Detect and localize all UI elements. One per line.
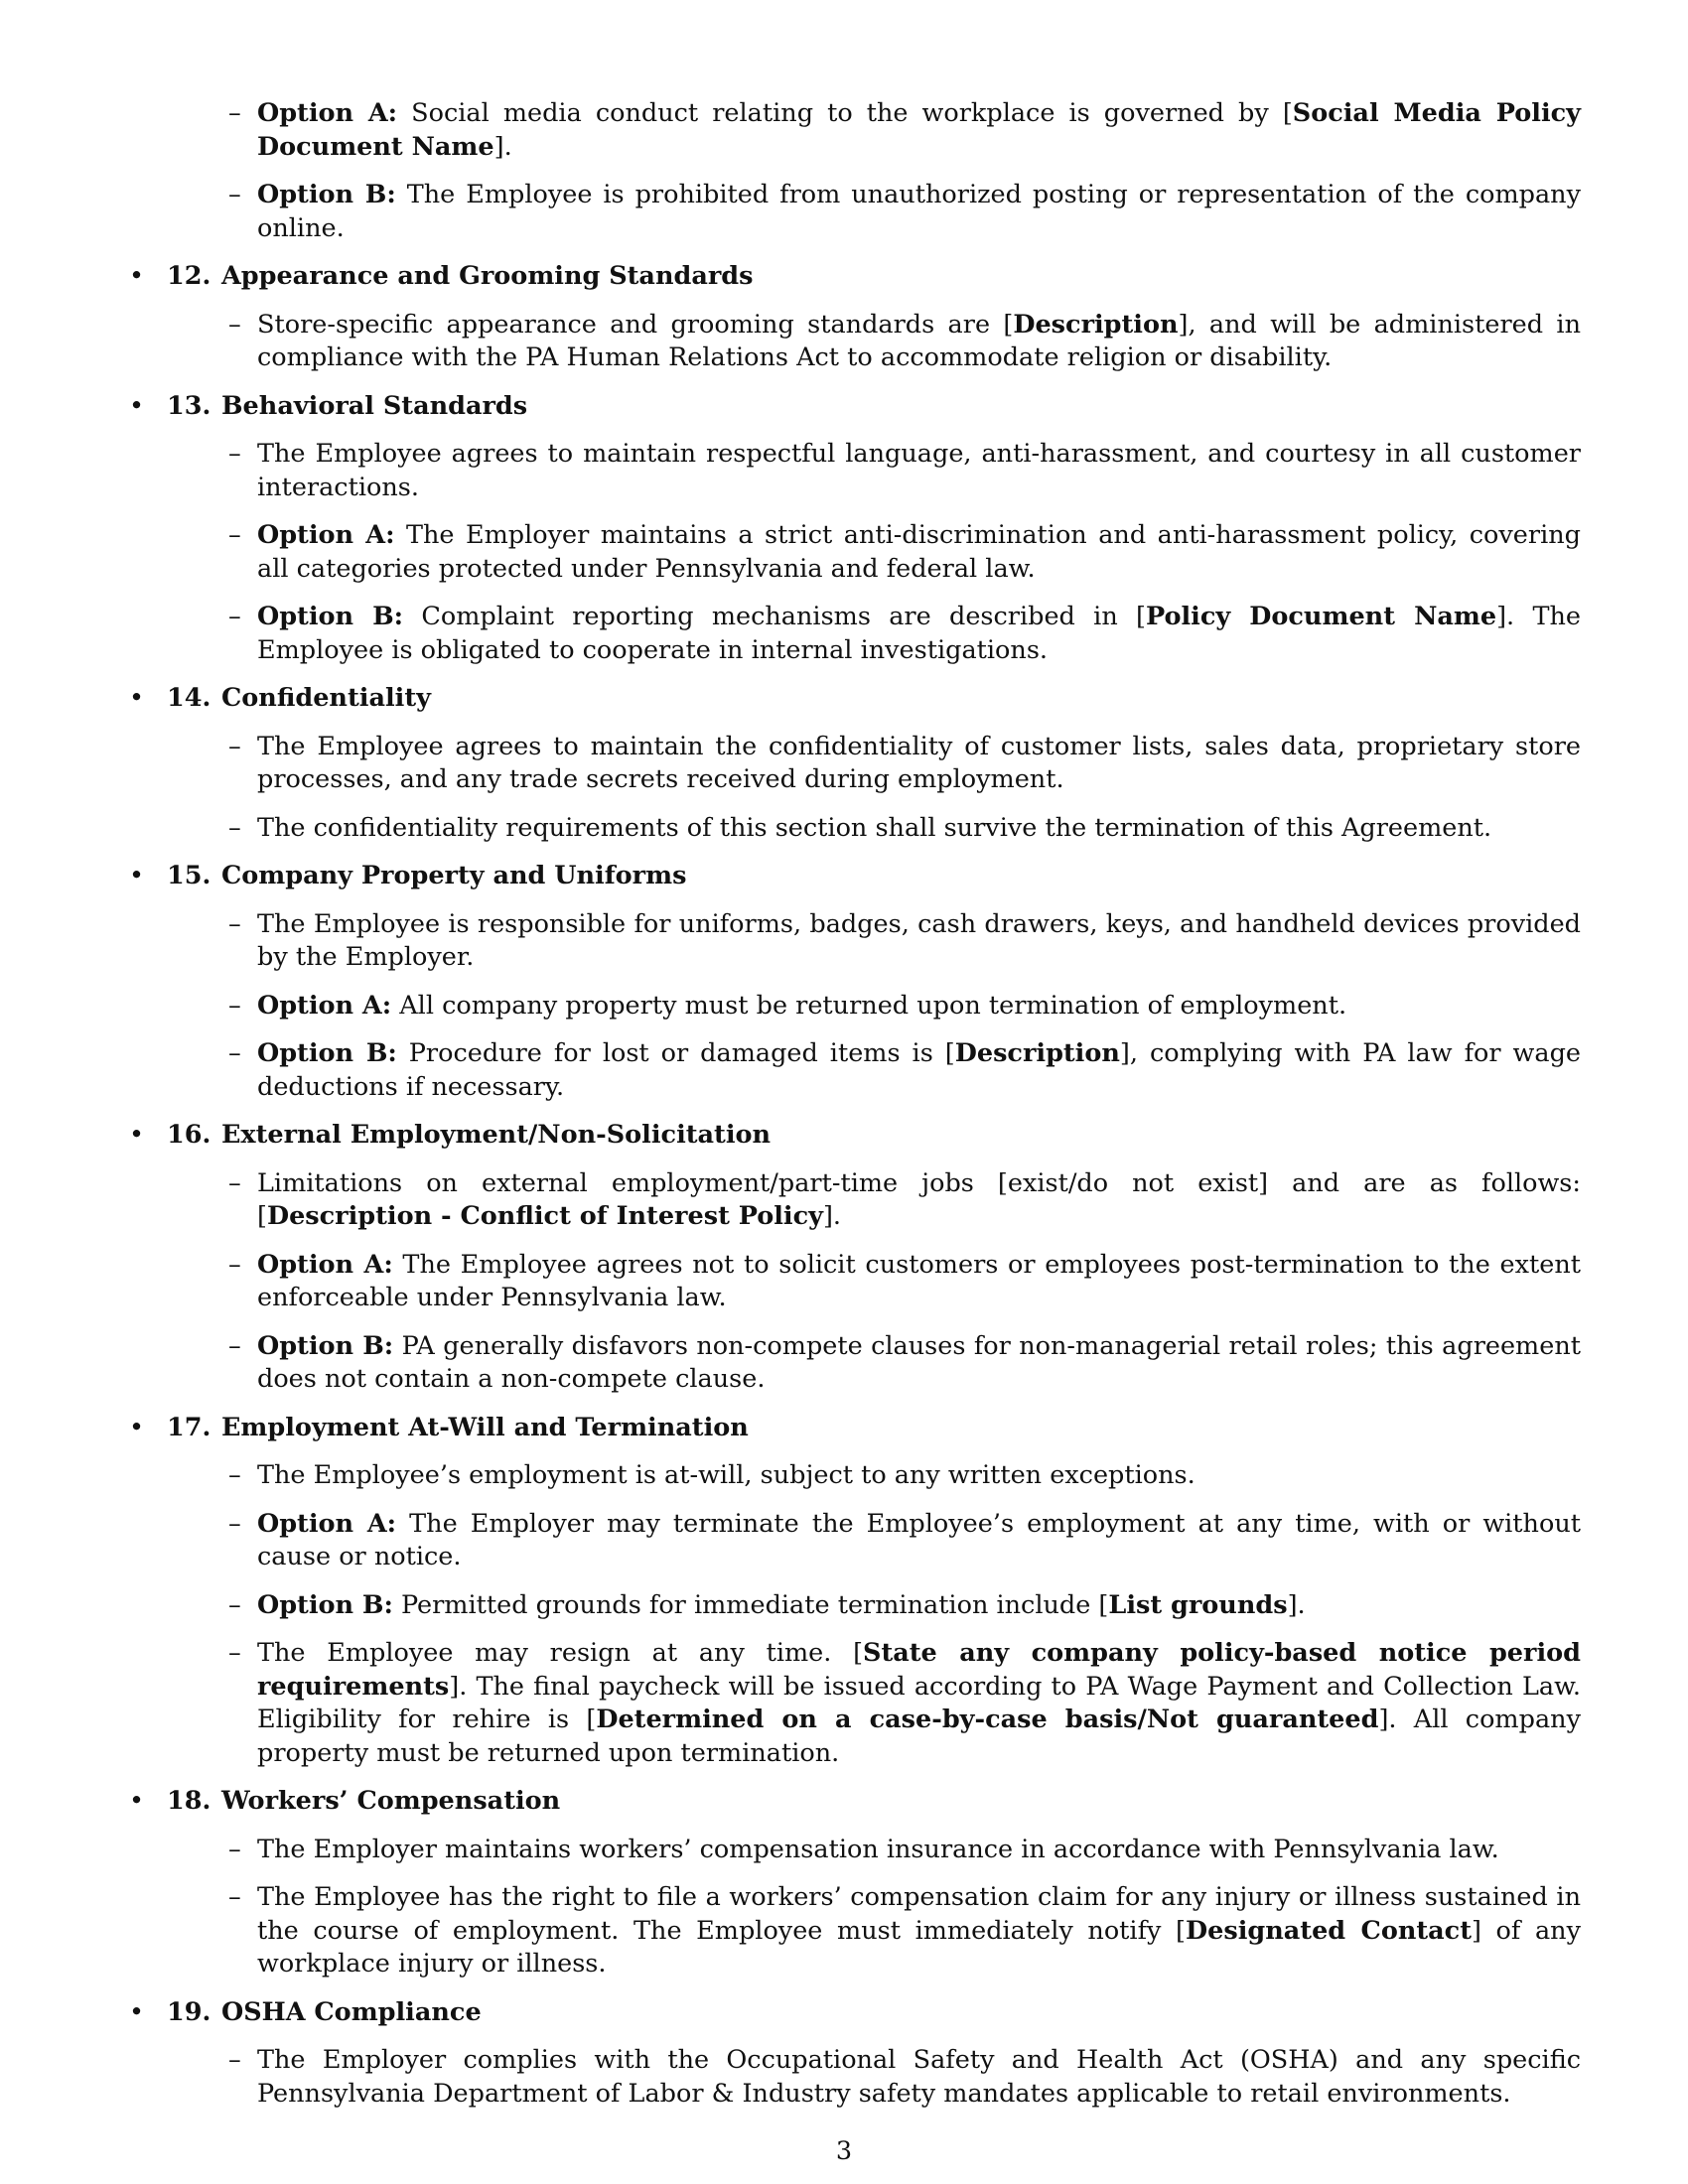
placeholder-text: State any company policy-based notice period requirements [257,1638,1581,1702]
section-heading [129,390,1581,424]
subsection-list [228,1834,1581,1981]
placeholder-text: Social Media Policy Document Name [257,98,1581,162]
clause-text: Permitted grounds for immediate termination include [ [392,1589,1109,1620]
option-label: Option A: [257,98,398,128]
clause-item [228,97,1581,164]
placeholder-text: Determined on a case-by-case basis/Not guaranteed [596,1705,1379,1734]
option-label: Option B: [257,1038,397,1068]
clause-text: The Employer maintains workers’ compensation insurance in accordance with Pennsylvania law. [257,1834,1499,1864]
section-number: 19. [167,1996,211,2027]
subsection-list [228,1167,1581,1397]
dash-marker: – [228,731,241,761]
clause-text: ]. [1287,1589,1306,1620]
option-label: Option A: [257,990,392,1021]
clause-item [228,438,1581,504]
dash-marker: – [228,2045,241,2075]
clause-text: All company property must be returned upon termination of employment. [391,990,1347,1021]
section-number: 18. [167,1786,211,1816]
dash-marker: – [228,1460,241,1490]
dash-marker: – [228,1589,241,1620]
clause-text: Procedure for lost or damaged items is [ [396,1038,955,1068]
dash-marker: – [228,908,241,939]
subsection-list [228,1459,1581,1770]
clause-text: Store-specific appearance and grooming standards are [ [257,309,1014,340]
placeholder-text: List grounds [1108,1589,1288,1620]
clause-item [228,812,1581,846]
clause-item [228,1834,1581,1867]
clause-item [228,1589,1581,1623]
placeholder-text: Description [1013,309,1179,340]
clause-item [228,2044,1581,2111]
placeholder-text: Description - Conflict of Interest Policy [266,1201,823,1231]
subsection-list [228,438,1581,667]
bullet-marker: • [129,1412,145,1442]
subsection-list [228,2044,1581,2111]
section-title: Workers’ Compensation [221,1786,561,1816]
section-title: Confidentiality [221,683,431,713]
dash-marker: – [228,180,241,209]
dash-marker: – [228,812,241,843]
clause-item [228,1508,1581,1574]
clause-item [228,1637,1581,1770]
clause-item [228,908,1581,975]
placeholder-text: Designated Contact [1186,1915,1472,1946]
clause-item [228,990,1581,1024]
dash-marker: – [228,1038,241,1068]
dash-marker: – [228,990,241,1021]
bullet-marker: • [129,1996,145,2027]
clause-text: ] of any workplace injury or illness. [257,1915,1582,1979]
subsection-list [228,731,1581,846]
option-label: Option A: [257,1249,393,1280]
dash-marker: – [228,439,241,469]
clause-item [228,309,1581,375]
option-label: Option A: [257,520,395,550]
document-body [129,97,1581,2125]
clause-text: ]. [493,131,512,162]
section-number: 13. [167,390,211,421]
option-label: Option B: [257,1330,394,1361]
placeholder-text: Description [954,1038,1120,1068]
option-label: Option B: [257,180,396,209]
bullet-marker: • [129,390,145,421]
section-number: 14. [167,683,211,713]
clause-item [228,1330,1581,1397]
clause-text: PA generally disfavors non-compete clauses for non-managerial retail roles; this agreement does not contain a non-compete clause. [257,1330,1582,1394]
subsection-list [228,97,1581,245]
section-heading [129,260,1581,294]
dash-marker: – [228,520,241,550]
clause-text: Social media conduct relating to the workplace is governed by [ [397,98,1293,128]
option-label: Option B: [257,1589,393,1620]
placeholder-text: Policy Document Name [1146,602,1497,631]
bullet-marker: • [129,1120,145,1150]
dash-marker: – [228,1249,241,1280]
clause-text: The Employee’s employment is at-will, subject to any written exceptions. [257,1460,1196,1490]
clause-item [228,1459,1581,1493]
dash-marker: – [228,309,241,340]
section-heading [129,1119,1581,1153]
clause-item [228,1881,1581,1981]
dash-marker: – [228,1882,241,1912]
clause-text: The Employee agrees to maintain the confidentiality of customer lists, sales data, proprietary store processes, and any trade secrets received during employment. [257,731,1581,794]
section-heading [129,860,1581,893]
section-heading [129,1412,1581,1445]
section-title: Company Property and Uniforms [221,861,687,890]
clause-item [228,1249,1581,1315]
clause-text: The Employer may terminate the Employee’s employment at any time, with or without cause or notice. [257,1508,1582,1571]
dash-marker: – [228,602,241,631]
clause-text: The Employee agrees not to solicit customers or employees post-termination to the extent enforceable under Pennsylvania law. [257,1249,1581,1312]
section-title: Employment At-Will and Termination [221,1412,749,1442]
section-heading [129,1996,1581,2030]
dash-marker: – [228,1167,241,1198]
clause-text: The Employee is responsible for uniforms, badges, cash drawers, keys, and handheld devices provided by the Employer. [257,908,1581,972]
bullet-marker: • [129,261,145,291]
clause-item [228,1037,1581,1104]
bullet-marker: • [129,1786,145,1816]
clause-text: The Employee has the right to file a workers’ compensation claim for any injury or illness sustained in the course of employment. The Employee must immediately notify [ [257,1882,1581,1946]
bullet-marker: • [129,861,145,890]
clause-text: ]. The Employee is obligated to cooperate in internal investigations. [257,602,1581,665]
section-number: 15. [167,861,211,890]
clause-item [228,179,1581,245]
bullet-marker: • [129,683,145,713]
page-number: 3 [835,2136,853,2166]
clause-text: The Employer complies with the Occupational Safety and Health Act (OSHA) and any specific Pennsylvania Department of Labor & Industry safety mandates applicable to retail environments. [257,2045,1581,2109]
clause-item [228,731,1581,797]
dash-marker: – [228,98,241,128]
subsection-list [228,309,1581,375]
dash-marker: – [228,1508,241,1539]
section-number: 16. [167,1120,211,1150]
section-number: 17. [167,1412,211,1442]
dash-marker: – [228,1834,241,1864]
clause-item [228,601,1581,667]
section-number: 12. [167,261,211,291]
clause-text: The Employee is prohibited from unauthorized posting or representation of the company online. [257,180,1582,243]
clause-text: ]. All company property must be returned upon termination. [257,1705,1581,1768]
clause-text: The confidentiality requirements of this section shall survive the termination of this Agreement. [257,812,1492,843]
option-label: Option A: [257,1508,397,1539]
clause-text: Limitations on external employment/part-time jobs [exist/do not exist] and are as follows: [ [257,1167,1581,1231]
clause-text: The Employer maintains a strict anti-discrimination and anti-harassment policy, covering all categories protected under Pennsylvania and federal law. [257,520,1581,584]
clause-text: ]. [822,1201,842,1231]
section-title: External Employment/Non-Solicitation [221,1120,772,1150]
clause-item [228,1167,1581,1234]
clause-text: ], and will be administered in compliance with the PA Human Relations Act to accommodate religion or disability. [257,309,1581,372]
clause-text: The Employee may resign at any time. [ [257,1638,864,1668]
dash-marker: – [228,1638,241,1668]
clause-item [228,519,1581,586]
dash-marker: – [228,1330,241,1361]
section-heading [129,682,1581,716]
option-label: Option B: [257,602,404,631]
section-title: OSHA Compliance [221,1996,482,2027]
section-title: Appearance and Grooming Standards [221,261,754,291]
clause-text: The Employee agrees to maintain respectful language, anti-harassment, and courtesy in all customer interactions. [257,439,1581,502]
subsection-list [228,908,1581,1105]
section-heading [129,1785,1581,1819]
section-title: Behavioral Standards [221,390,528,421]
clause-text: Complaint reporting mechanisms are described in [ [403,602,1146,631]
clause-text: ], complying with PA law for wage deductions if necessary. [257,1038,1581,1102]
clause-text: ]. The final paycheck will be issued according to PA Wage Payment and Collection Law. Eligibility for rehire is [ [257,1671,1581,1734]
